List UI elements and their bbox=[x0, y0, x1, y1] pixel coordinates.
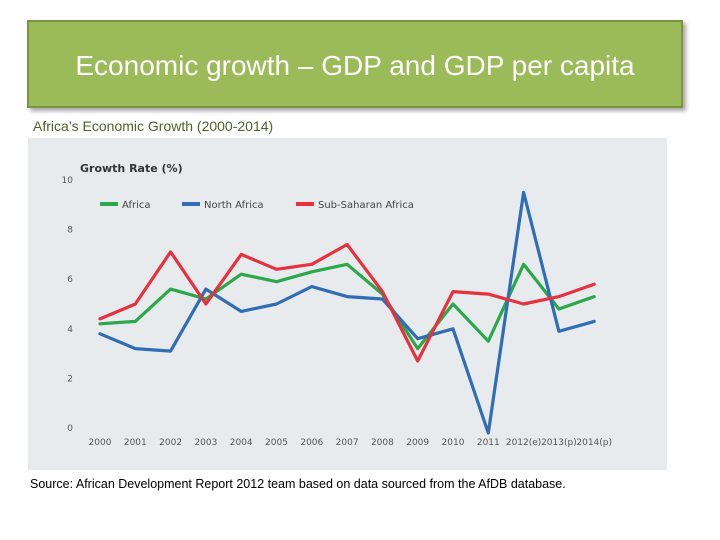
x-tick-label: 2001 bbox=[123, 438, 147, 448]
y-tick-label: 2 bbox=[67, 374, 73, 385]
y-tick-label: 8 bbox=[67, 225, 73, 236]
chart-subtitle: Africa’s Economic Growth (2000-2014) bbox=[33, 118, 274, 134]
x-tick-label: 2010 bbox=[441, 438, 465, 448]
x-tick-label: 2013(p) bbox=[541, 438, 577, 448]
x-tick-label: 2008 bbox=[370, 438, 394, 448]
y-tick-label: 4 bbox=[67, 324, 73, 335]
x-tick-label: 2003 bbox=[194, 438, 218, 448]
legend bbox=[100, 200, 414, 211]
title-banner bbox=[27, 20, 683, 108]
legend-label: North Africa bbox=[204, 200, 264, 211]
series-line-africa bbox=[100, 264, 594, 348]
x-tick-label: 2002 bbox=[159, 438, 183, 448]
y-axis-label: Growth Rate (%) bbox=[80, 162, 183, 175]
x-tick-label: 2006 bbox=[300, 438, 324, 448]
x-tick-label: 2005 bbox=[265, 438, 288, 448]
source-note: Source: African Development Report 2012 team based on data sourced from the AfDB database. bbox=[30, 477, 566, 491]
chart-panel bbox=[28, 138, 667, 470]
x-tick-label: 2014(p) bbox=[576, 438, 613, 448]
x-axis-ticks bbox=[89, 438, 612, 448]
x-tick-label: 2004 bbox=[229, 438, 253, 448]
series-lines bbox=[100, 192, 594, 433]
x-tick-label: 2009 bbox=[406, 438, 430, 448]
legend-label: Sub-Saharan Africa bbox=[318, 200, 414, 211]
y-tick-label: 10 bbox=[61, 176, 73, 186]
legend-label: Africa bbox=[122, 200, 151, 211]
x-tick-label: 2011 bbox=[476, 438, 500, 448]
x-tick-label: 2012(e) bbox=[505, 438, 542, 448]
series-line-north-africa bbox=[100, 192, 594, 433]
slide-title: Economic growth – GDP and GDP per capita bbox=[75, 50, 635, 81]
x-tick-label: 2000 bbox=[88, 438, 112, 448]
y-axis-ticks bbox=[62, 176, 74, 434]
growth-line-chart bbox=[28, 138, 667, 470]
y-tick-label: 6 bbox=[67, 275, 73, 286]
y-tick-label: 0 bbox=[67, 424, 73, 434]
x-tick-label: 2007 bbox=[335, 438, 359, 448]
